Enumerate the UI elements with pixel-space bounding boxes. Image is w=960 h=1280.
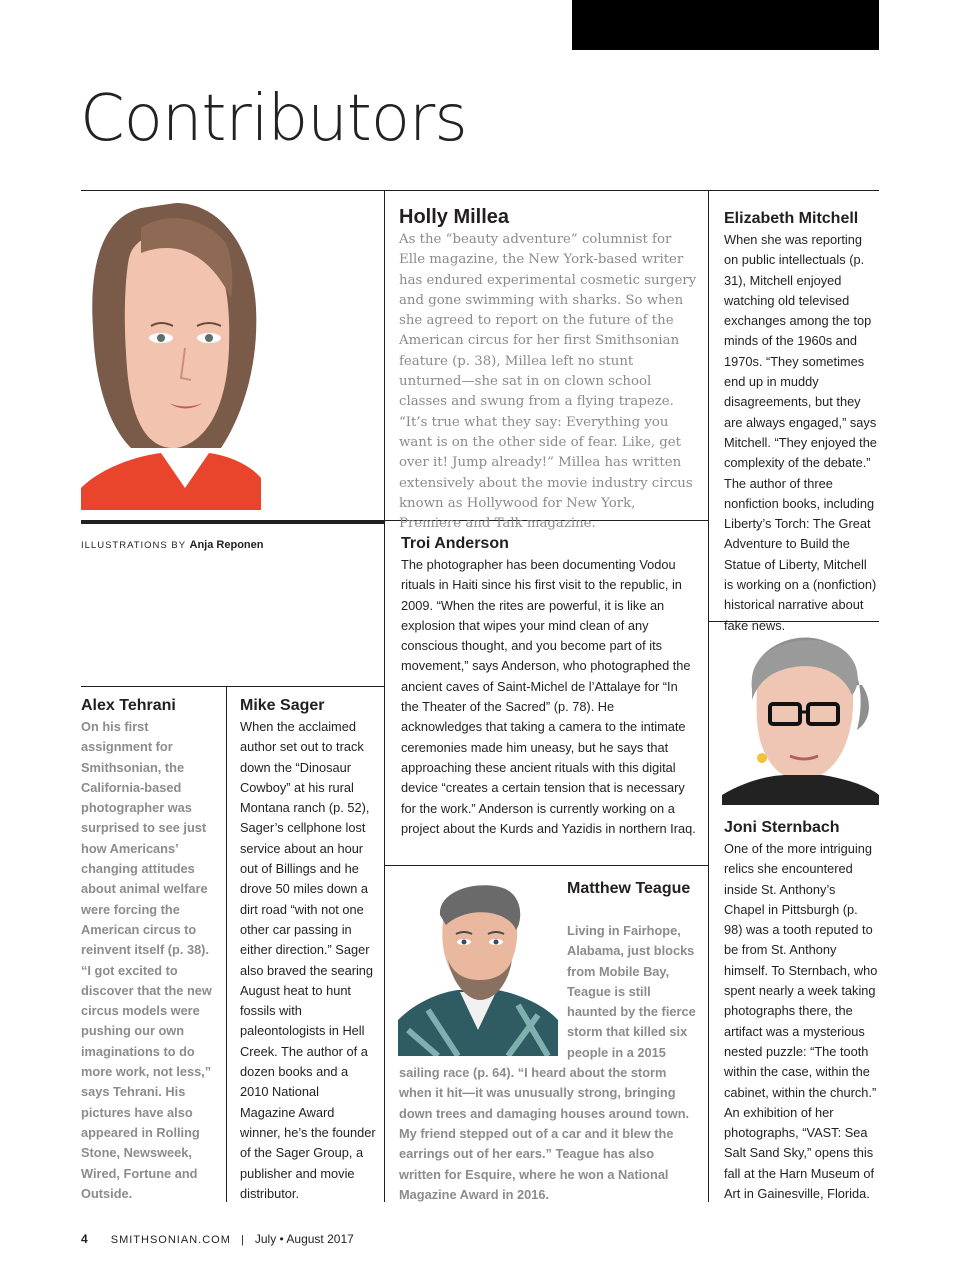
alex-tehrani-name: Alex Tehrani bbox=[81, 697, 176, 714]
footer-issue: July • August 2017 bbox=[254, 1232, 354, 1246]
header-black-bar bbox=[572, 0, 879, 50]
holly-millea-name: Holly Millea bbox=[399, 206, 510, 228]
illustration-credit bbox=[81, 539, 263, 551]
page-number: 4 bbox=[81, 1232, 89, 1246]
footer-site: SMITHSONIAN.COM bbox=[110, 1234, 231, 1246]
column-divider-right bbox=[708, 190, 709, 1202]
matthew-teague-bio bbox=[399, 921, 697, 1205]
joni-sternbach-bio: One of the more intriguing relics she encountered inside St. Anthony’s Chapel in Pittsburgh (p. 98) was a tooth reputed to be from St. Anthony himself. To Sternbach, who spent nearly a week taking photographs there, the artifact was a mysterious nested puzzle: “The tooth within the case, within the cabinet, within the church.” An exhibition of her photographs, “VAST: Sea Salt Sand Sky,” opens this fall at the Harn Museum of Art in Gainesville, Florida. bbox=[724, 841, 878, 1202]
troi-bottom-rule bbox=[384, 865, 708, 866]
elizabeth-mitchell-name: Elizabeth Mitchell bbox=[724, 210, 859, 227]
alex-mike-top-rule bbox=[81, 686, 385, 687]
footer-separator: | bbox=[240, 1234, 245, 1246]
elizabeth-mitchell-bio: When she was reporting on public intellectuals (p. 31), Mitchell enjoyed watching old televised exchanges among the top minds of the 1960s and 1970s. “They sometimes end up in muddy disagreements, but they are always engaged,” says Mitchell. “They enjoyed the complexity of the debate.” The author of three nonfiction books, including Liberty’s Torch: The Great Adventure to Build the Statue of Liberty, Mitchell is working on a (nonfiction) historical narrative about fake news. bbox=[724, 232, 877, 633]
holly-millea-bio: As the “beauty adventure” columnist for Elle magazine, the New York-based writer has endured experimental cosmetic surgery and gone swimming with sharks. So when she agreed to report on the future of the American circus for her first Smithsonian feature (p. 38), Millea left no stunt unturned—she sat in on clown school classes and swung from a flying trapeze. “It’s true what they say: Everything you want is on the other side of fear. Like, get over it! Jump already!” Millea has written extensively about the movie industry circus known as Hollywood for New York, Premiere and Talk magazine. bbox=[399, 232, 697, 532]
joni-sternbach-name: Joni Sternbach bbox=[724, 819, 840, 836]
troi-anderson-name: Troi Anderson bbox=[401, 535, 509, 552]
mike-sager-name: Mike Sager bbox=[240, 697, 325, 714]
credit-name: Anja Reponen bbox=[189, 539, 264, 551]
matthew-teague-name: Matthew Teague bbox=[567, 880, 691, 897]
alex-tehrani-bio: On his first assignment for Smithsonian, the California-based photographer was surprised to see just how Americans’ changing attitudes about animal welfare were forcing the American circus to reinvent itself (p. 38). “I got excited to discover that the new circus models were pushing our own imaginations to do more work, not less,” says Tehrani. His pictures have also appeared in Rolling Stone, Newsweek, Wired, Fortune and Outside. bbox=[81, 719, 212, 1201]
page-title: Contributors bbox=[80, 82, 467, 156]
top-rule bbox=[81, 190, 879, 191]
column-divider-left bbox=[384, 190, 385, 1202]
alex-mike-divider bbox=[226, 686, 227, 1202]
matthew-teague-bio-text: Living in Fairhope, Alabama, just blocks from Mobile Bay, Teague is still haunted by the fierce storm that killed six people in a 2015 sailing race (p. 64). “I heard about the storm when it hit—it was unusually strong, bringing down trees and damaging houses around town. My friend stepped out of a car and it blew the earrings out of her ears.” Teague has also written for Esquire, where he won a National Magazine Award in 2016. bbox=[399, 923, 696, 1202]
portrait-thick-rule bbox=[81, 520, 385, 524]
troi-anderson-bio: The photographer has been documenting Vodou rituals in Haiti since his first visit to the republic, in 2009. “When the rites are powerful, it is like an explosion that wipes your mind clean of any conscious thought, and you become part of its movement,” says Anderson, who photographed the ancient caves of Saint-Michel de l’Attalaye for “In the Theater of the Sacred” (p. 78). He acknowledges that taking a camera to the intimate ceremonies made him uneasy, but he says that approaching these ancient rituals with this digital device “creates a certain tension that is necessary for the work.” Anderson is currently working on a project about the Kurds and Yazidis in northern Iraq. bbox=[401, 557, 696, 836]
holly-millea-portrait bbox=[81, 198, 261, 510]
portrait-wrap-spacer bbox=[399, 921, 567, 1063]
credit-prefix: ILLUSTRATIONS BY bbox=[81, 540, 186, 551]
mike-sager-bio: When the acclaimed author set out to track down the “Dinosaur Cowboy” at his rural Montana ranch (p. 52), Sager’s cellphone lost service about an hour out of Billings and he drove 50 miles down a dirt road “with not one other car passing in either direction.” Sager also braved the searing August heat to hunt fossils with paleontologists in Hell Creek. The author of a dozen books and a 2010 National Magazine Award winner, he’s the founder of the Sager Group, a publisher and movie distributor. bbox=[240, 719, 376, 1201]
joni-sternbach-portrait bbox=[722, 630, 879, 805]
page-footer bbox=[81, 1232, 354, 1246]
